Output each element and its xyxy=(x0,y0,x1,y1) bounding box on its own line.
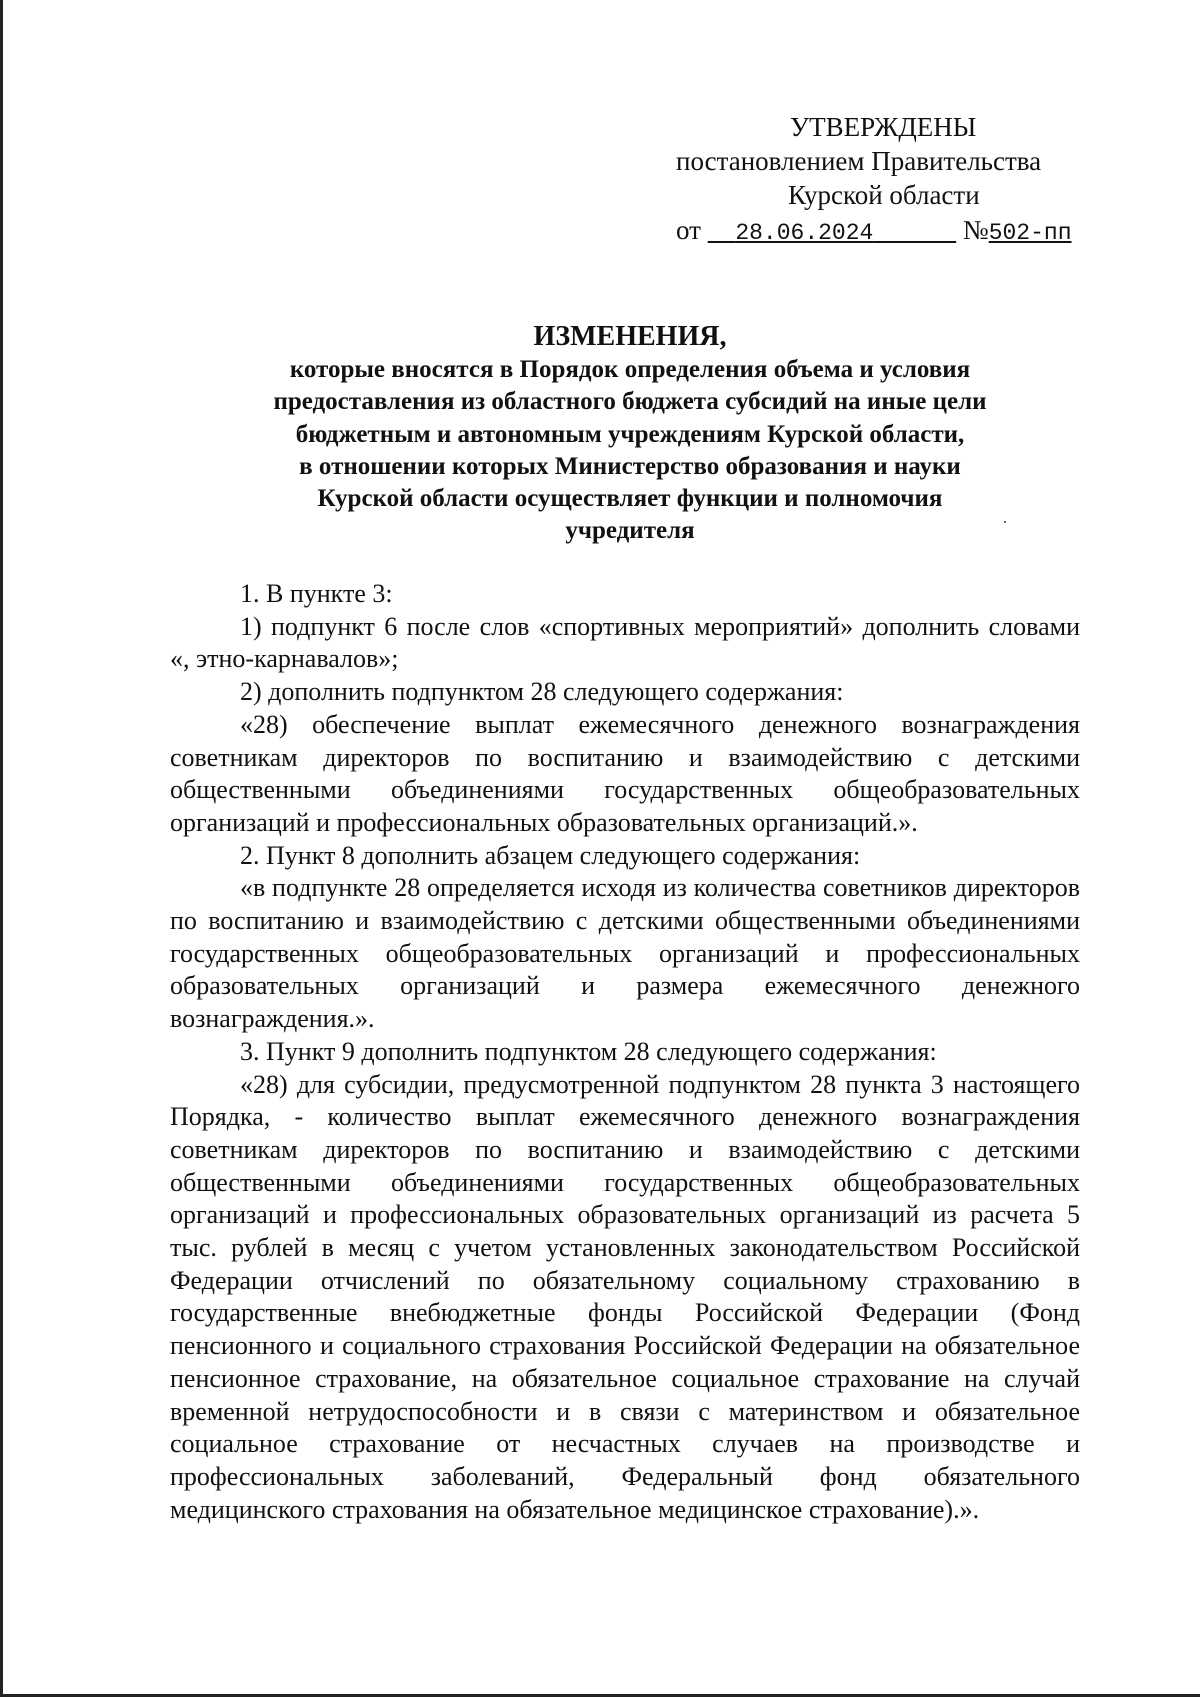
decree-date-value: 28.06.2024 xyxy=(735,220,874,246)
paragraph-quote-point-8: «в подпункте 28 определяется исходя из количества советников директоров по воспитанию и взаимодействию с детскими общественными объединениями государственных общеобразовательных организаций и профессиональных образовательных организаций и размера ежемесячного денежного вознаграждения.». xyxy=(170,873,1080,1034)
paragraph-item-3: 3. Пункт 9 дополнить подпунктом 28 следующего содержания: xyxy=(240,1036,937,1066)
approval-region: Курской области xyxy=(788,180,980,210)
paragraph-item-2: 2. Пункт 8 дополнить абзацем следующего содержания: xyxy=(240,840,861,870)
paragraph-quote-point-9: «28) для субсидии, предусмотренной подпунктом 28 пункта 3 настоящего Порядка, - количество выплат ежемесячного денежного вознаграждения советникам директоров по воспитанию и взаимодействию с детскими общественными объединениями государственных общеобразовательных организаций и профессиональных образовательных организаций из расчета 5 тыс. рублей в месяц с учетом установленных законодательством Российской Федерации отчислений по обязательному социальному страхованию в государственные внебюджетные фонды Российской Федерации (Фонд пенсионного и социального страхования Российской Федерации на обязательное пенсионное страхование, на обязательное социальное страхование на случай временной нетрудоспособности и в связи с материнством и обязательное социальное страхование от несчастных случаев на производстве и профессиональных заболеваний, Федеральный фонд обязательного медицинского страхования на обязательное медицинское страхование).». xyxy=(170,1069,1080,1524)
document-heading xyxy=(170,320,1090,548)
paragraph-subitem-1-1: 1) подпункт 6 после слов «спортивных мероприятий» дополнить словами «, этно-карнавалов»; xyxy=(170,611,1080,674)
heading-subtitle-line: в отношении которых Министерство образования и науки xyxy=(299,452,961,480)
paragraph-subitem-1-2: 2) дополнить подпунктом 28 следующего содержания: xyxy=(240,677,844,707)
scan-speck xyxy=(1004,521,1006,523)
document-body xyxy=(170,578,1080,1526)
paragraph-quote-28: «28) обеспечение выплат ежемесячного денежного вознаграждения советникам директоров по воспитанию и взаимодействию с детскими общественными объединениями государственных общеобразовательных организаций и профессиональных образовательных организаций.». xyxy=(170,709,1080,837)
number-prefix: № xyxy=(962,215,989,245)
heading-subtitle-line: бюджетным и автономным учреждениям Курской области, xyxy=(295,420,965,448)
heading-subtitle-line: которые вносятся в Порядок определения объема и условия xyxy=(289,356,971,383)
heading-subtitle-line: предоставления из областного бюджета субсидий на иные цели xyxy=(273,388,987,416)
approval-date-row xyxy=(660,213,1100,250)
decree-number: 502-пп xyxy=(988,220,1072,246)
approval-stamp xyxy=(660,110,1100,250)
heading-subtitle-line: Курской области осуществляет функции и полномочия xyxy=(317,485,943,513)
decree-date xyxy=(708,220,956,246)
date-prefix: от xyxy=(676,215,701,245)
approval-title: УТВЕРЖДЕНЫ xyxy=(790,112,977,142)
approval-by: постановлением Правительства xyxy=(676,146,1042,176)
paragraph-item-1: 1. В пункте 3: xyxy=(240,579,393,608)
heading-subtitle-line: учредителя xyxy=(565,517,695,545)
heading-title: ИЗМЕНЕНИЯ, xyxy=(533,321,727,352)
